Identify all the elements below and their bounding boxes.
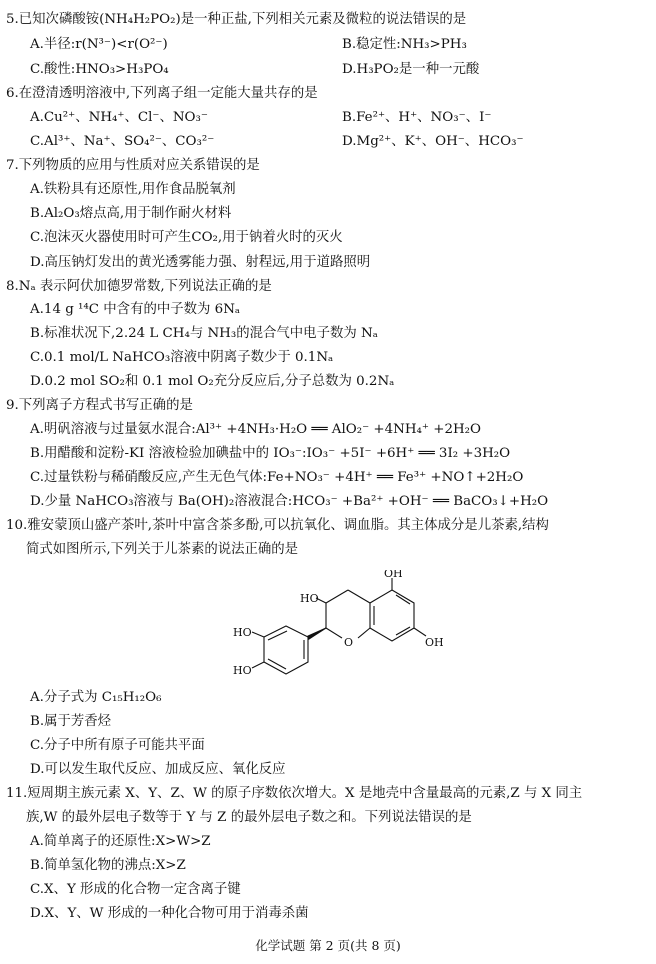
q8-option-c: C.0.1 mol/L NaHCO₃溶液中阴离子数少于 0.1Nₐ [30,350,334,365]
question-10-stem-line2: 简式如图所示,下列关于儿茶素的说法正确的是 [26,542,299,557]
label-ho-c3: HO [300,592,319,605]
q7-option-d: D.高压钠灯发出的黄光透雾能力强、射程远,用于道路照明 [30,255,371,270]
q9-option-d: D.少量 NaHCO₃溶液与 Ba(OH)₂溶液混合:HCO₃⁻ +Ba²⁺ +OH⁻ ══ BaCO₃↓+H₂O [30,494,549,509]
question-6-stem: 6.在澄清透明溶液中,下列离子组一定能大量共存的是 [6,86,318,101]
q7-option-a: A.铁粉具有还原性,用作食品脱氧剂 [30,182,236,197]
question-7-stem: 7.下列物质的应用与性质对应关系错误的是 [6,158,260,173]
q8-option-a: A.14 g ¹⁴C 中含有的中子数为 6Nₐ [30,302,241,317]
label-oh-top: OH [384,570,403,580]
q11-option-d: D.X、Y、W 形成的一种化合物可用于消毒杀菌 [30,906,309,921]
catechin-structure [232,570,452,682]
q6-option-b: B.Fe²⁺、H⁺、NO₃⁻、I⁻ [342,110,492,125]
label-ho-b1: HO [233,626,252,639]
q9-option-b: B.用醋酸和淀粉-KI 溶液检验加碘盐中的 IO₃⁻:IO₃⁻ +5I⁻ +6H⁺ ══ 3I₂ +3H₂O [30,446,511,461]
question-10-stem: 10.雅安蒙顶山盛产茶叶,茶叶中富含茶多酚,可以抗氧化、调血脂。其主体成分是儿茶素,结构 [6,518,549,533]
q8-option-d: D.0.2 mol SO₂和 0.1 mol O₂充分反应后,分子总数为 0.2Nₐ [30,374,395,389]
q6-option-a: A.Cu²⁺、NH₄⁺、Cl⁻、NO₃⁻ [30,110,208,125]
q11-option-c: C.X、Y 形成的化合物一定含离子键 [30,882,241,897]
q11-option-b: B.简单氢化物的沸点:X>Z [30,858,186,873]
q10-option-a: A.分子式为 C₁₅H₁₂O₆ [30,690,162,705]
q10-option-d: D.可以发生取代反应、加成反应、氧化反应 [30,762,286,777]
q9-option-c: C.过量铁粉与稀硝酸反应,产生无色气体:Fe+NO₃⁻ +4H⁺ ══ Fe³⁺ +NO↑+2H₂O [30,470,524,485]
question-5-stem: 5.已知次磷酸铵(NH₄H₂PO₂)是一种正盐,下列相关元素及微粒的说法错误的是 [6,12,467,27]
q8-option-b: B.标准状况下,2.24 L CH₄与 NH₃的混合气中电子数为 Nₐ [30,326,378,341]
q6-option-d: D.Mg²⁺、K⁺、OH⁻、HCO₃⁻ [342,134,524,149]
q5-option-b: B.稳定性:NH₃>PH₃ [342,37,467,52]
question-11-stem-line2: 族,W 的最外层电子数等于 Y 与 Z 的最外层电子数之和。下列说法错误的是 [26,810,472,825]
q11-option-a: A.简单离子的还原性:X>W>Z [30,834,211,849]
q5-option-c: C.酸性:HNO₃>H₃PO₄ [30,62,169,77]
q10-option-b: B.属于芳香烃 [30,714,112,729]
q7-option-c: C.泡沫灭火器使用时可产生CO₂,用于钠着火时的灭火 [30,230,343,245]
label-ring-oxygen: O [344,636,354,649]
q10-option-c: C.分子中所有原子可能共平面 [30,738,205,753]
question-8-stem: 8.Nₐ 表示阿伏加德罗常数,下列说法正确的是 [6,279,272,294]
q9-option-a: A.明矾溶液与过量氨水混合:Al³⁺ +4NH₃·H₂O ══ AlO₂⁻ +4NH₄⁺ +2H₂O [30,422,482,437]
q5-option-d: D.H₃PO₂是一种一元酸 [342,62,480,77]
page-footer: 化学试题 第 2 页(共 8 页) [255,938,401,953]
q6-option-c: C.Al³⁺、Na⁺、SO₄²⁻、CO₃²⁻ [30,134,215,149]
question-11-stem: 11.短周期主族元素 X、Y、Z、W 的原子序数依次增大。X 是地壳中含量最高的元素,Z 与 X 同主 [6,786,583,801]
q7-option-b: B.Al₂O₃熔点高,用于制作耐火材料 [30,206,232,221]
label-ho-b2: HO [233,664,252,677]
question-9-stem: 9.下列离子方程式书写正确的是 [6,398,193,413]
q5-option-a: A.半径:r(N³⁻)<r(O²⁻) [30,37,168,52]
label-oh-right: OH [425,636,444,649]
